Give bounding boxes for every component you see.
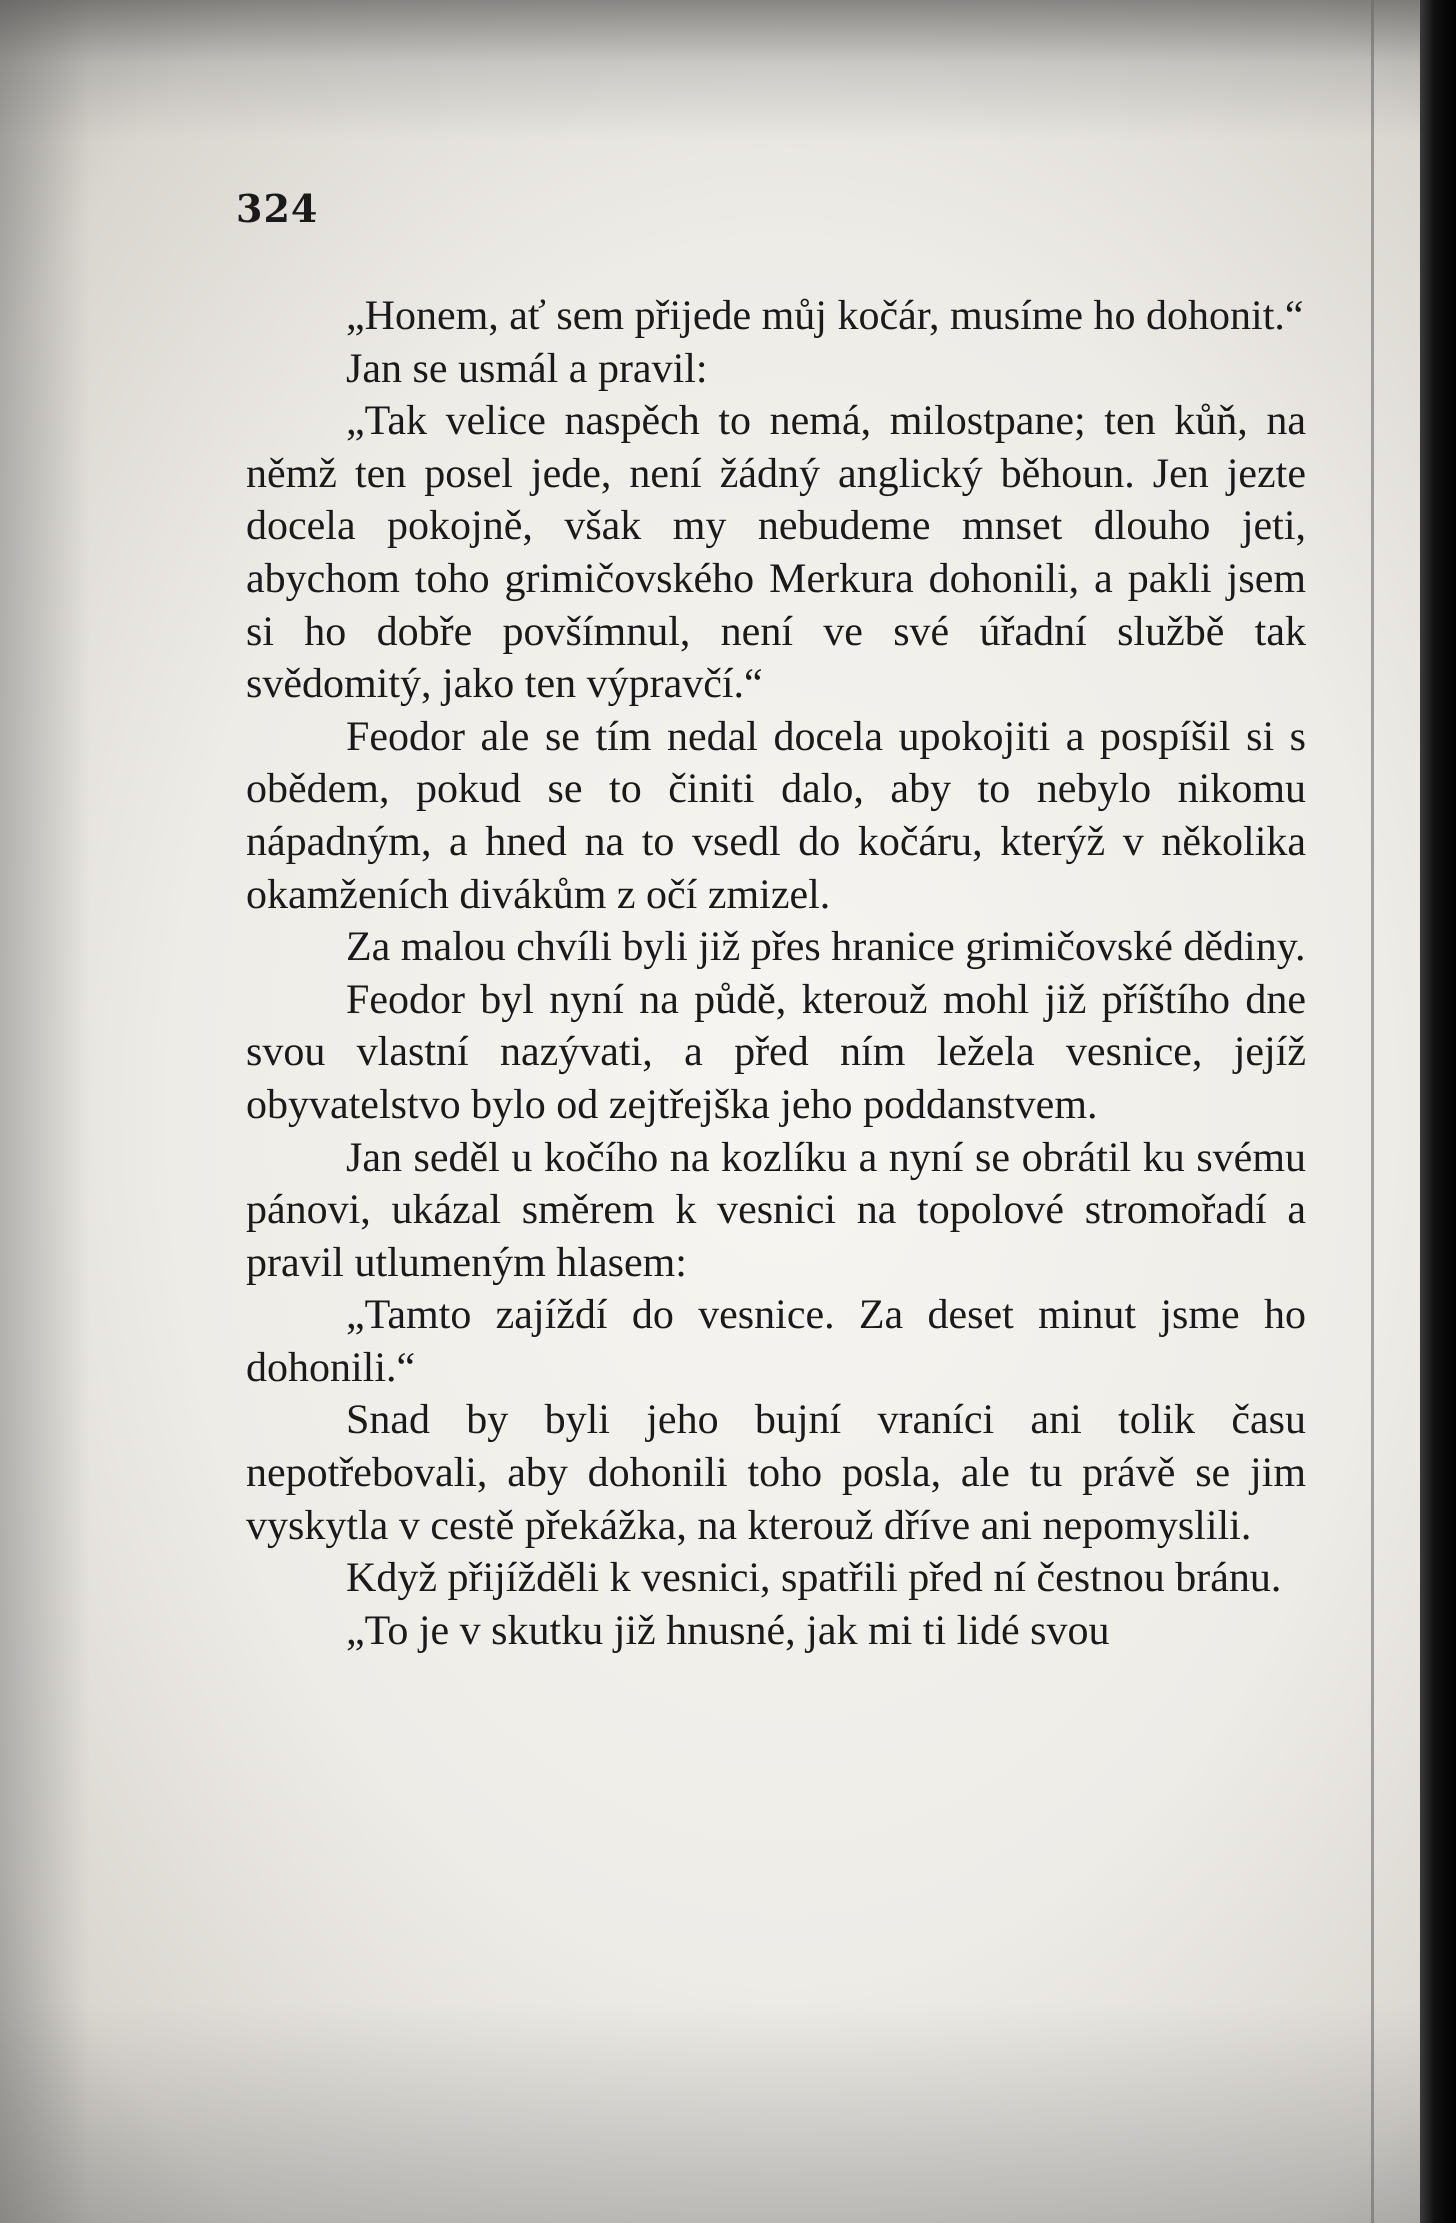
page-left-shadow xyxy=(0,0,90,2223)
paragraph: Za malou chvíli byli již přes hranice grimičovské dědiny. xyxy=(346,924,1306,971)
paragraph: „Honem, ať sem přijede můj kočár, musíme ho dohonit.“ xyxy=(346,293,1304,339)
paragraph: „Tak velice naspěch to nemá, milostpane; ten kůň, na němž ten posel jede, není žádný anglický běhoun. Jen jezte docela pokojně, však my nebudeme mnset dlouho jeti, abychom toho grimičovského Merkura dohonili, a pakli jsem si ho dobře povšímnul, není ve své úřadní službě tak svědomitý, jako ten výpravčí.“ xyxy=(246,398,1306,708)
paragraph: Když přijížděli k vesnici, spatřili před ní čestnou bránu. xyxy=(346,1555,1282,1602)
paragraph: Jan seděl u kočího na kozlíku a nyní se obrátil ku svému pánovi, ukázal směrem k vesnici na topolové stromořadí a pravil utlumeným hlasem: xyxy=(246,1134,1306,1286)
paragraph: Snad by byli jeho bujní vraníci ani tolik času nepotřebovali, aby dohonili toho posla, ale tu právě se jim vyskytla v cestě překážka, na kterouž dříve ani nepomyslili. xyxy=(246,1397,1306,1549)
paragraph: „Tamto zajíždí do vesnice. Za deset minut jsme ho dohonili.“ xyxy=(246,1292,1306,1391)
scan-border xyxy=(1420,0,1456,2223)
page-number: 324 xyxy=(236,186,319,231)
paragraph: Feodor ale se tím nedal docela upokojiti a pospíšil si s obědem, pokud se to činiti dalo, aby to nebylo nikomu nápadným, a hned na to vsedl do kočáru, kterýž v několika okamženích divákům z očí zmizel. xyxy=(246,713,1306,918)
paragraph: Feodor byl nyní na půdě, kterouž mohl již příštího dne svou vlastní nazývati, a před ním ležela vesnice, jejíž obyvatelstvo bylo od zejtřejška jeho poddanstvem. xyxy=(246,976,1306,1128)
body-text xyxy=(246,290,1306,1657)
paragraph: Jan se usmál a pravil: xyxy=(346,345,708,392)
page-edge-line xyxy=(1371,0,1374,2223)
page-bottom-shadow xyxy=(0,2003,1420,2223)
paragraph: „To je v skutku již hnusné, jak mi ti lidé svou xyxy=(346,1607,1110,1654)
page-top-shadow xyxy=(0,0,1420,140)
